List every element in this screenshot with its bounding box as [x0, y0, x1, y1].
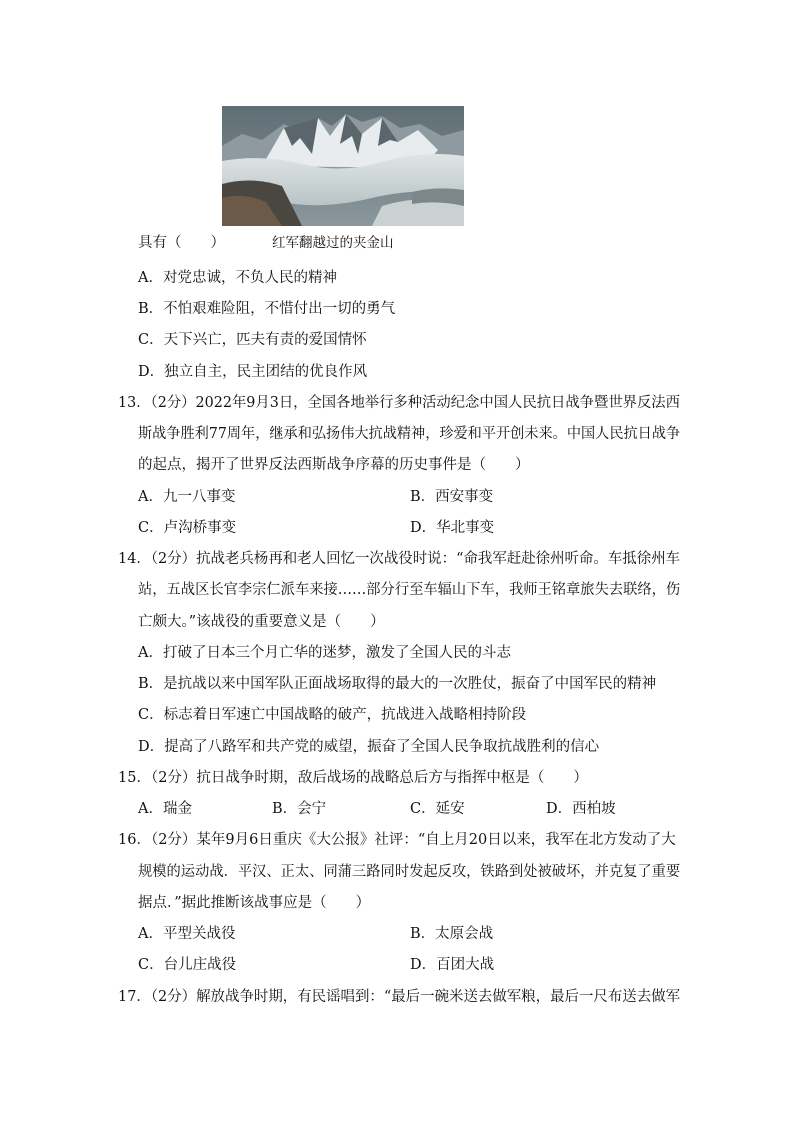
q13-option-d[interactable]: D．华北事变	[410, 520, 495, 536]
q14-stem-line-1: 14．（2分）抗战老兵杨再和老人回忆一次战役时说：“命我军赶赴徐州听命。车抵徐州车	[118, 551, 681, 567]
q15-option-d[interactable]: D．西柏坡	[546, 801, 616, 817]
q15-stem-line-1: 15．（2分）抗日战争时期，敌后战场的战略总后方与指挥中枢是（ ）	[118, 770, 588, 786]
q17-stem-line-1: 17．（2分）解放战争时期，有民谣唱到：“最后一碗米送去做军粮，最后一尺布送去做军	[118, 989, 681, 1005]
q12-option-d[interactable]: D．独立自主，民主团结的优良作风	[138, 364, 368, 380]
q15-option-a[interactable]: A．瑞金	[138, 801, 192, 817]
q16-stem-line-1: 16．（2分）某年9月6日重庆《大公报》社评：“自上月20日以来，我军在北方发动了大	[118, 832, 676, 848]
snow-mountain-photo-icon	[222, 106, 464, 226]
q15-option-c[interactable]: C．延安	[410, 801, 465, 817]
q13-stem-line-1: 13．（2分）2022年9月3日，全国各地举行多种活动纪念中国人民抗日战争暨世界反法西	[118, 395, 680, 411]
q16-option-b[interactable]: B．太原会战	[410, 926, 494, 942]
q12-tail: 具有（ ）	[138, 235, 225, 251]
q14-option-a[interactable]: A．打破了日本三个月亡华的迷梦，激发了全国人民的斗志	[138, 645, 511, 661]
q15-option-b[interactable]: B．会宁	[272, 801, 327, 817]
q14-option-d[interactable]: D．提高了八路军和共产党的威望，振奋了全国人民争取抗战胜利的信心	[138, 739, 600, 755]
q14-option-b[interactable]: B．是抗战以来中国军队正面战场取得的最大的一次胜仗，振奋了中国军民的精神	[138, 676, 657, 692]
figure-caption: 红军翻越过的夹金山	[272, 235, 394, 251]
q13-option-a[interactable]: A．九一八事变	[138, 489, 236, 505]
q13-option-b[interactable]: B．西安事变	[410, 489, 494, 505]
q13-stem-line-3: 的起点，揭开了世界反法西斯战争序幕的历史事件是（ ）	[138, 457, 530, 473]
q13-stem-line-2: 斯战争胜利77周年，继承和弘扬伟大抗战精神，珍爱和平开创未来。中国人民抗日战争	[138, 426, 681, 442]
q14-option-c[interactable]: C．标志着日军速亡中国战略的破产，抗战进入战略相持阶段	[138, 707, 527, 723]
q12-option-b[interactable]: B．不怕艰难险阻，不惜付出一切的勇气	[138, 301, 396, 317]
q13-option-c[interactable]: C．卢沟桥事变	[138, 520, 237, 536]
jiajin-mountain-photo	[222, 106, 464, 226]
q12-option-c[interactable]: C．天下兴亡，匹夫有责的爱国情怀	[138, 332, 367, 348]
q14-stem-line-3: 亡颇大。”该战役的重要意义是（ ）	[138, 614, 385, 630]
q16-option-d[interactable]: D．百团大战	[410, 957, 495, 973]
q16-option-c[interactable]: C．台儿庄战役	[138, 957, 237, 973]
q14-stem-line-2: 站，五战区长官李宗仁派车来接……部分行至车辐山下车，我师王铭章旅失去联络，伤	[138, 582, 681, 598]
q16-option-a[interactable]: A．平型关战役	[138, 926, 236, 942]
q12-option-a[interactable]: A．对党忠诚，不负人民的精神	[138, 270, 337, 286]
q16-stem-line-3: 据点．”据此推断该战事应是（ ）	[138, 895, 371, 911]
q16-stem-line-2: 规模的运动战．平汉、正太、同蒲三路同时发起反攻，铁路到处被破坏，并克复了重要	[138, 864, 681, 880]
